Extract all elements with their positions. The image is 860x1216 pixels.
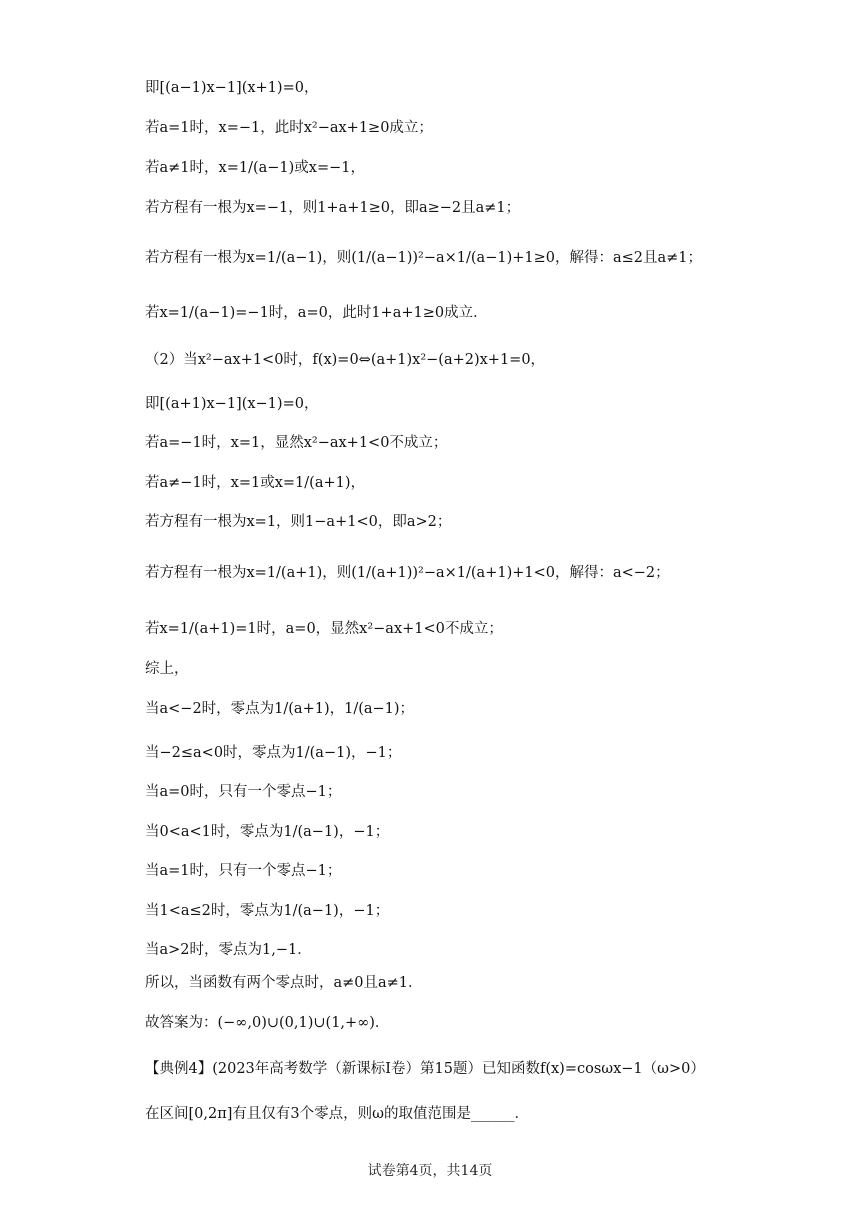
text-line: 当1<a≤2时，零点为1/(a−1)，−1； (145, 903, 390, 919)
text-line: （2）当x²−ax+1<0时，f(x)=0⇔(a+1)x²−(a+2)x+1=0， (145, 352, 546, 368)
text-line: 当a=0时，只有一个零点−1； (145, 784, 342, 800)
text-line: 当a>2时，零点为1,−1． (145, 942, 312, 958)
text-line: 若a≠−1时，x=1或x=1/(a+1)， (145, 475, 365, 491)
text-line: 若方程有一根为x=−1，则1+a+1≥0，即a≥−2且a≠1； (145, 200, 521, 216)
text-line: 在区间[0,2π]有且仅有3个零点，则ω的取值范围是______． (145, 1106, 529, 1122)
text-line: 所以，当函数有两个零点时，a≠0且a≠1． (145, 975, 423, 991)
text-line: 若方程有一根为x=1/(a−1)，则(1/(a−1))²−a×1/(a−1)+1≥0，解得：a≤2且a≠1； (145, 250, 703, 266)
text-line: 当−2≤a<0时，零点为1/(a−1)，−1； (145, 745, 402, 761)
text-line: 当a<−2时，零点为1/(a+1)，1/(a−1)； (145, 701, 415, 717)
text-line: 【典例4】(2023年高考数学（新课标Ⅰ卷）第15题）已知函数f(x)=cosωx−1（ω>0） (145, 1061, 705, 1077)
text-line: 若x=1/(a+1)=1时，a=0，显然x²−ax+1<0不成立； (145, 621, 503, 637)
text-line: 若方程有一根为x=1/(a+1)，则(1/(a+1))²−a×1/(a+1)+1<0，解得：a<−2； (145, 565, 670, 581)
text-line: 若a=−1时，x=1，显然x²−ax+1<0不成立； (145, 435, 448, 451)
text-line: 若a≠1时，x=1/(a−1)或x=−1， (145, 160, 365, 176)
text-line: 即[(a+1)x−1](x−1)=0， (145, 396, 319, 412)
text-line: 当a=1时，只有一个零点−1； (145, 863, 342, 879)
text-line: 综上， (145, 661, 189, 677)
text-line: 若a=1时，x=−1，此时x²−ax+1≥0成立； (145, 120, 433, 136)
text-line: 即[(a−1)x−1](x+1)=0， (145, 80, 319, 96)
text-line: 若x=1/(a−1)=−1时，a=0，此时1+a+1≥0成立． (145, 305, 488, 321)
text-line: 故答案为：(−∞,0)∪(0,1)∪(1,+∞)． (145, 1015, 390, 1031)
text-line: 当0<a<1时，零点为1/(a−1)，−1； (145, 824, 390, 840)
page-footer: 试卷第4页，共14页 (367, 1163, 493, 1179)
text-line: 若方程有一根为x=1，则1−a+1<0，即a>2； (145, 514, 452, 530)
